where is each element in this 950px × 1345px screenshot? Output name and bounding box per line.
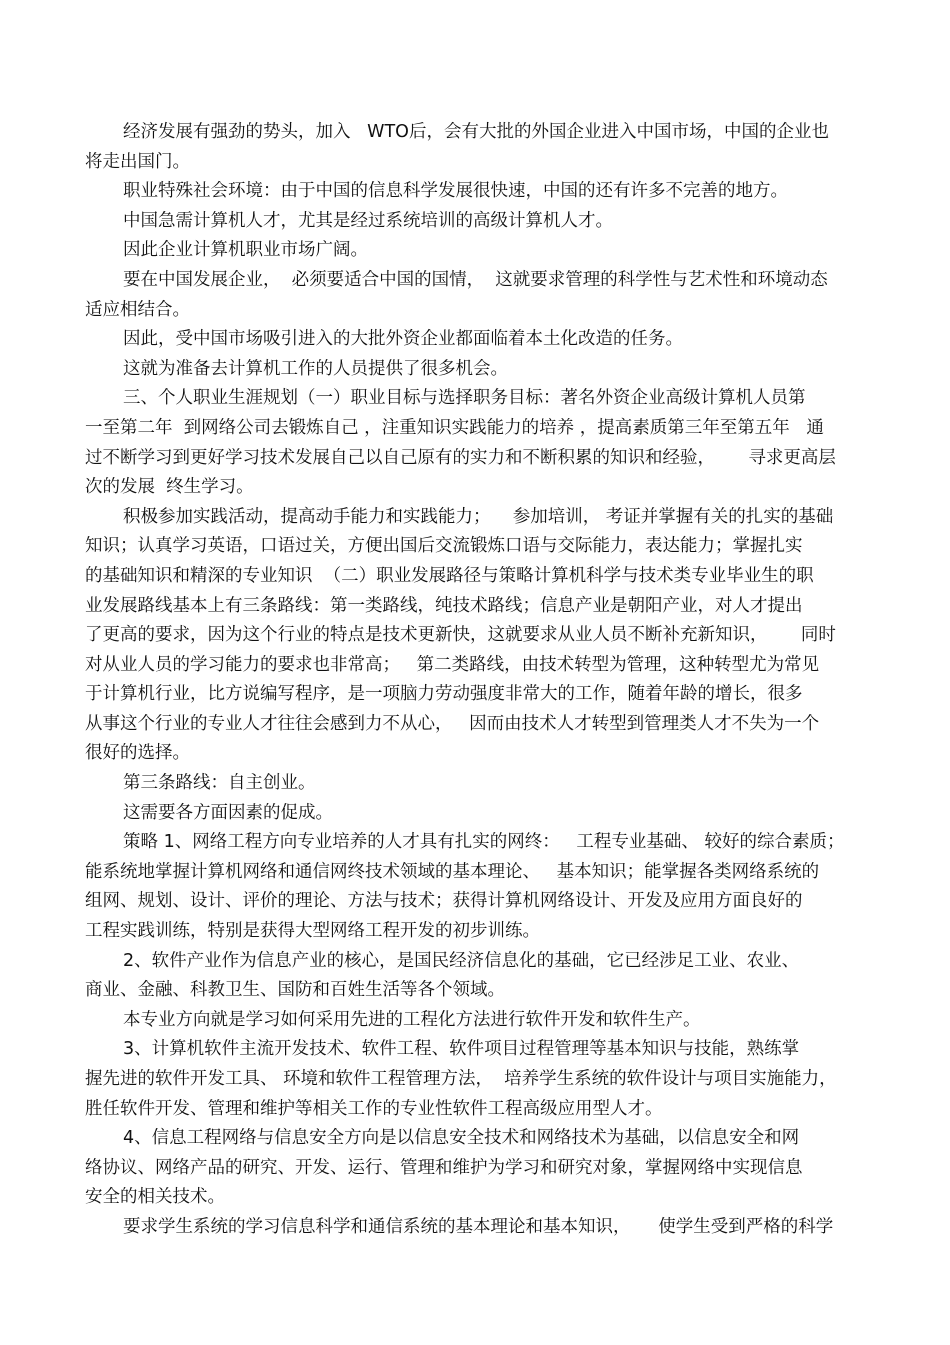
text-line: 因此，受中国市场吸引进入的大批外资企业都面临着本土化改造的任务。 (123, 329, 683, 350)
text-line: 络协议、网络产品的研究、开发、运行、管理和维护为学习和研究对象，掌握网络中实现信息 (85, 1157, 803, 1178)
text-line: 业发展路线基本上有三条路线：第一类路线，纯技术路线；信息产业是朝阳产业，对人才提出 (85, 595, 803, 616)
text-line: 2、软件产业作为信息产业的核心，是国民经济信息化的基础，它已经涉足工业、农业、 (123, 950, 800, 971)
text-line: 于计算机行业，比方说编写程序，是一项脑力劳动强度非常大的工作，随着年龄的增长，很多 (85, 684, 803, 705)
text-line: 经济发展有强劲的势头，加入 WTO后，会有大批的外国企业进入中国市场，中国的企业也 (123, 122, 829, 142)
text-line: 一至第二年 到网络公司去锻炼自己 ，注重知识实践能力的培养 ，提高素质第三年至第五年 通 (85, 417, 824, 438)
text-line: 本专业方向就是学习如何采用先进的工程化方法进行软件开发和软件生产。 (123, 1009, 701, 1030)
text-line: 4、信息工程网络与信息安全方向是以信息安全技术和网络技术为基础，以信息安全和网 (123, 1128, 800, 1149)
text-line: 很好的选择。 (85, 743, 190, 764)
text-line: 这需要各方面因素的促成。 (123, 802, 333, 823)
text-line: 积极参加实践活动，提高动手能力和实践能力； 参加培训， 考证并掌握有关的扎实的基础 (123, 506, 834, 527)
text-line: 第三条路线：自主创业。 (123, 773, 316, 794)
text-line: 这就为准备去计算机工作的人员提供了很多机会。 (123, 358, 508, 379)
text-line: 了更高的要求，因为这个行业的特点是技术更新快，这就要求从业人员不断补充新知识， 同时 (85, 625, 836, 646)
text-line: 胜任软件开发、管理和维护等相关工作的专业性软件工程高级应用型人才。 (85, 1098, 663, 1119)
text-line: 过不断学习到更好学习技术发展自己以自己原有的实力和不断积累的知识和经验， 寻求更高层 (85, 447, 836, 468)
text-line: 要求学生系统的学习信息科学和通信系统的基本理论和基本知识， 使学生受到严格的科学 (123, 1216, 834, 1237)
text-line: 将走出国门。 (85, 151, 190, 172)
text-line: 因此企业计算机职业市场广阔。 (123, 240, 368, 261)
text-line: 安全的相关技术。 (85, 1187, 225, 1208)
text-line: 3、计算机软件主流开发技术、软件工程、软件项目过程管理等基本知识与技能，熟练掌 (123, 1039, 800, 1060)
text-line: 工程实践训练，特别是获得大型网络工程开发的初步训练。 (85, 921, 540, 942)
text-line: 职业特殊社会环境：由于中国的信息科学发展很快速，中国的还有许多不完善的地方。 (123, 181, 788, 202)
text-line: 三、个人职业生涯规划（一）职业目标与选择职务目标：著名外资企业高级计算机人员第 (123, 388, 806, 409)
document-body (85, 118, 875, 1243)
text-line: 策略 1、网络工程方向专业培养的人才具有扎实的网终： 工程专业基础、 较好的综合素质； (123, 832, 845, 853)
text-line: 握先进的软件开发工具、 环境和软件工程管理方法， 培养学生系统的软件设计与项目实施能力， (85, 1069, 837, 1089)
text-line: 适应相结合。 (85, 299, 190, 320)
text-line: 从事这个行业的专业人才往往会感到力不从心， 因而由技术人才转型到管理类人才不失为一个 (85, 713, 820, 734)
text-line: 商业、金融、科教卫生、国防和百姓生活等各个领域。 (85, 980, 505, 1001)
text-line: 知识；认真学习英语，口语过关，方便出国后交流锻炼口语与交际能力，表达能力；掌握扎实 (85, 536, 803, 557)
text-line: 要在中国发展企业， 必须要适合中国的国情， 这就要求管理的科学性与艺术性和环境动态 (123, 269, 828, 290)
text-line: 次的发展 终生学习。 (85, 477, 254, 498)
text-line: 能系统地掌握计算机网络和通信网终技术领域的基本理论、 基本知识；能掌握各类网络系统的 (85, 861, 820, 882)
text-line: 对从业人员的学习能力的要求也非常高； 第二类路线，由技术转型为管理，这种转型尤为常见 (85, 654, 820, 675)
text-line: 的基础知识和精深的专业知识 （二）职业发展路径与策略计算机科学与技术类专业毕业生的职 (85, 565, 814, 586)
text-line: 组网、规划、设计、评价的理论、方法与技术；获得计算机网络设计、开发及应用方面良好的 (85, 891, 803, 912)
text-line: 中国急需计算机人才，尤其是经过系统培训的高级计算机人才。 (123, 210, 613, 231)
